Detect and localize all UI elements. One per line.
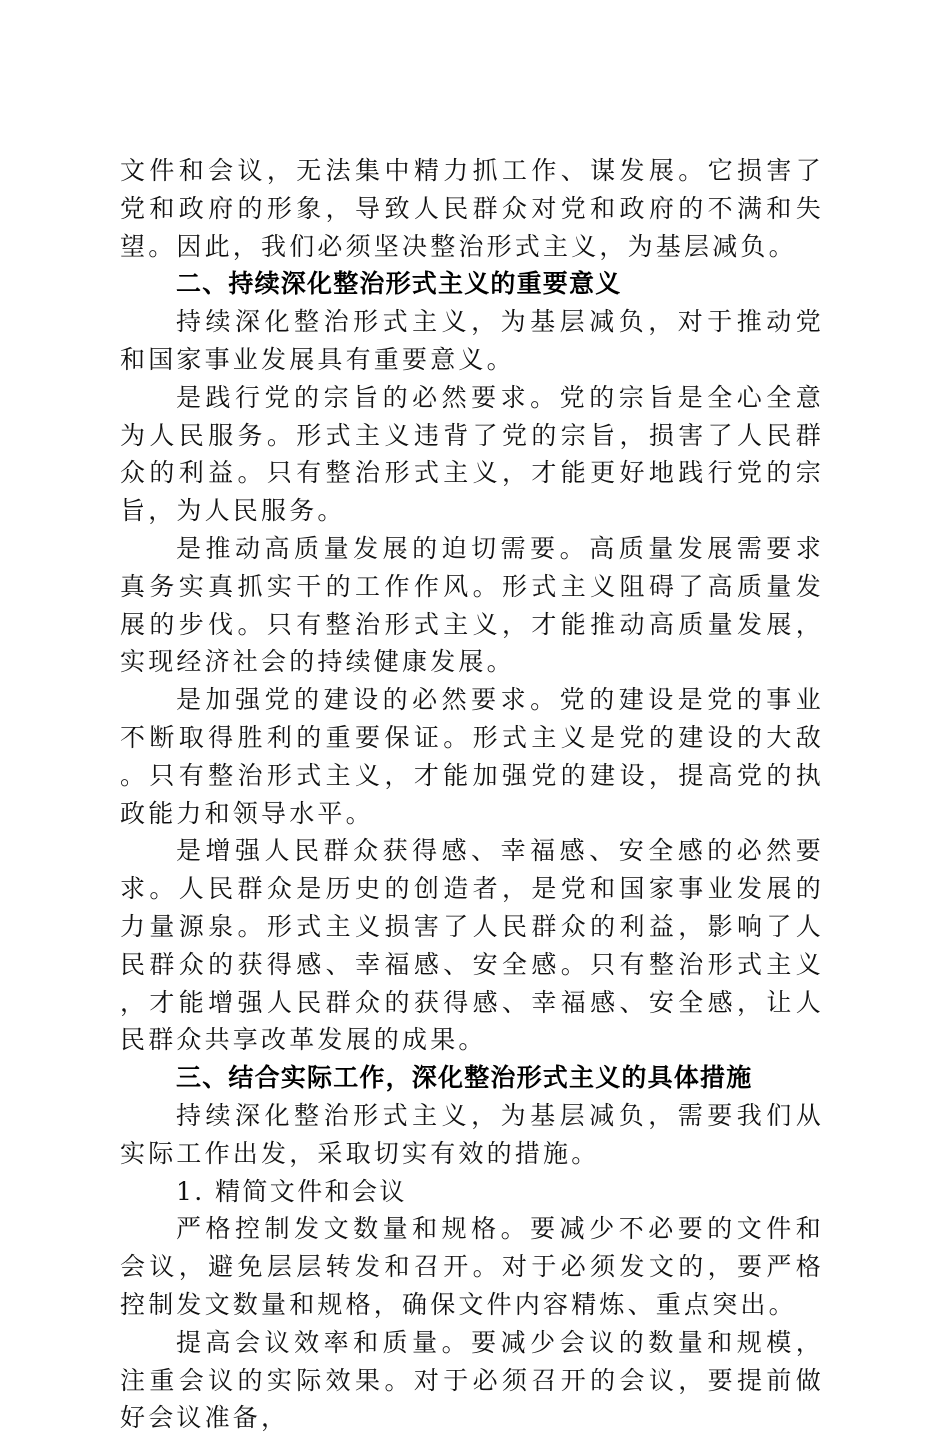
- paragraph-party-building: 是加强党的建设的必然要求。党的建设是党的事业不断取得胜利的重要保证。形式主义是党的建设的大敌。只有整治形式主义，才能加强党的建设，提高党的执政能力和领导水平。: [120, 685, 824, 828]
- paragraph-control-documents: 严格控制发文数量和规格。要减少不必要的文件和会议，避免层层转发和召开。对于必须发文的，要严格控制发文数量和规格，确保文件内容精炼、重点突出。: [120, 1214, 824, 1319]
- section-heading-3: 三、结合实际工作，深化整治形式主义的具体措施: [176, 1063, 753, 1093]
- section-heading-2: 二、持续深化整治形式主义的重要意义: [176, 269, 622, 299]
- paragraph-measures-intro: 持续深化整治形式主义，为基层减负，需要我们从实际工作出发，采取切实有效的措施。: [120, 1100, 824, 1168]
- paragraph-party-purpose: 是践行党的宗旨的必然要求。党的宗旨是全心全意为人民服务。形式主义违背了党的宗旨，损害了人民群众的利益。只有整治形式主义，才能更好地践行党的宗旨，为人民服务。: [120, 382, 824, 526]
- subheading-1: 1. 精简文件和会议: [176, 1176, 407, 1206]
- document-body: [120, 152, 824, 1437]
- paragraph-high-quality-development: 是推动高质量发展的迫切需要。高质量发展需要求真务实真抓实干的工作作风。形式主义阻碍了高质量发展的步伐。只有整治形式主义，才能推动高质量发展，实现经济社会的持续健康发展。: [120, 533, 824, 677]
- paragraph-people-wellbeing: 是增强人民群众获得感、幸福感、安全感的必然要求。人民群众是历史的创造者，是党和国家事业发展的力量源泉。形式主义损害了人民群众的利益，影响了人民群众的获得感、幸福感、安全感。只有整治形式主义，才能增强人民群众的获得感、幸福感、安全感，让人民群众共享改革发展的成果。: [120, 836, 824, 1055]
- paragraph-meeting-efficiency: 提高会议效率和质量。要减少会议的数量和规模，注重会议的实际效果。对于必须召开的会议，要提前做好会议准备，: [120, 1327, 824, 1433]
- paragraph-intro: 持续深化整治形式主义，为基层减负，对于推动党和国家事业发展具有重要意义。: [120, 307, 824, 374]
- paragraph-continuation: 文件和会议，无法集中精力抓工作、谋发展。它损害了党和政府的形象，导致人民群众对党和政府的不满和失望。因此，我们必须坚决整治形式主义，为基层减负。: [120, 156, 824, 261]
